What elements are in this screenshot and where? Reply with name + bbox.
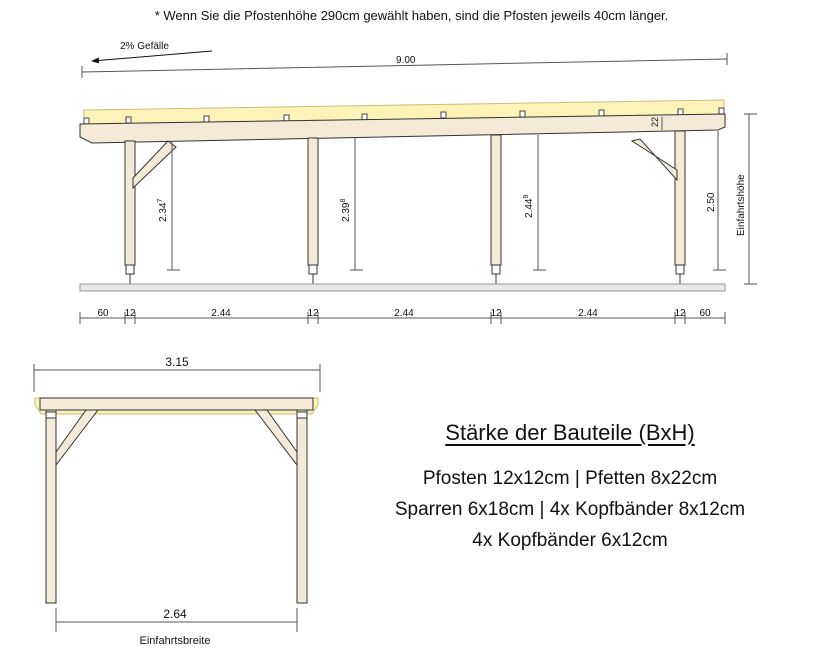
specs-line-3: 4x Kopfbänder 6x12cm [472,530,668,551]
dim-12-4: 12 [674,308,686,319]
total-length-label: 9.00 [396,55,416,66]
ground [80,284,725,291]
dim-244-3: 2.44 [578,308,598,319]
brace-left [133,141,176,188]
slope-arrow [92,51,212,61]
dim-12-2: 12 [307,308,319,319]
dim-244-1: 2.44 [211,308,231,319]
width-bottom-label: 2.64 [163,607,187,621]
specs-panel [340,420,800,561]
entry-height-label: Einfahrtshöhe [736,174,747,236]
dim-60-left: 60 [97,308,109,319]
front-view [34,355,320,647]
post-2 [308,138,318,265]
specs-title: Stärke der Bauteile (BxH) [445,420,695,445]
front-post-left [46,410,56,603]
post-1 [125,141,135,265]
dim-244-2: 2.44 [394,308,414,319]
front-post-right [297,410,307,603]
post-4 [675,131,685,265]
dim-60-right: 60 [699,308,711,319]
post-height-1: 2.34$^7$ [157,198,169,222]
brace-right [632,139,677,180]
front-brace-left [56,410,98,465]
specs-line-1: Pfosten 12x12cm | Pfetten 8x22cm [422,468,718,489]
slope-label: 2% Gefälle [120,41,169,52]
front-beam [40,398,313,410]
width-caption: Einfahrtsbreite [139,635,211,647]
post-3 [491,135,501,265]
dim-12-1: 12 [124,308,136,319]
posts [125,131,685,265]
footnote: * Wenn Sie die Pfostenhöhe 290cm gewählt haben, sind die Pfosten jeweils 40cm länger. [154,8,669,23]
post-height-3: 2.44$^9$ [523,194,535,218]
front-brace-right [255,410,297,465]
side-view [80,41,757,324]
beam-height-label: 22 [650,116,660,127]
specs-line-2: Sparren 6x18cm | 4x Kopfbänder 8x12cm [394,499,746,520]
post-height-2: 2.39$^8$ [340,198,352,222]
height-right-label: 2.50 [706,192,717,212]
post-feet [126,265,684,284]
width-top-label: 3.15 [165,355,189,369]
dim-12-3: 12 [490,308,502,319]
